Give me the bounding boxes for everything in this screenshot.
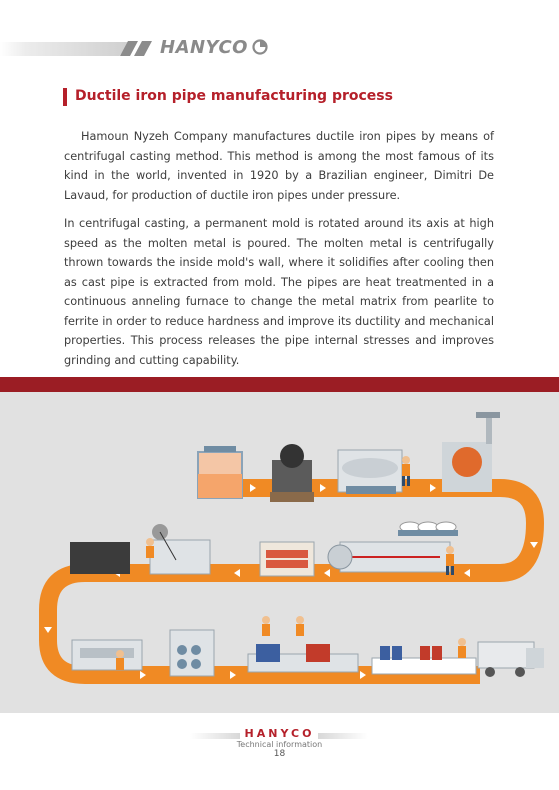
ladle-station [270,444,314,502]
coating-station [248,644,358,672]
furnace-station [442,412,500,492]
pipe-end-machine [170,630,214,676]
header-band [0,42,130,56]
header-brand: HANYCO [160,37,248,58]
cement-buckets [398,522,458,536]
page-header [0,30,559,64]
worker-figure-4 [116,650,124,670]
worker-figure-3 [146,538,154,558]
melting-container [198,446,242,498]
title-accent-bar [63,88,67,106]
footer-brand: HANYCO [244,727,315,740]
worker-figure-6 [458,638,466,658]
process-illustration [0,377,559,713]
pipe-rack [260,542,314,576]
annealing-furnace [328,542,450,572]
process-flow-diagram [0,392,559,713]
illustration-stripe [0,377,559,392]
paragraph-1: Hamoun Nyzeh Company manufactures ductile iron pipes by means of centrifugal casting method. This method is among the most famous of its kind in the world, invented in 1920 by a Brazilian engineer, Dimitri De Lavaud, for production of ductile iron pipes under pressure. [64,130,494,202]
paragraph-2: In centrifugal casting, a permanent mold is rotated around its axis at high speed as the molten metal is poured. The molten metal is centrifugally thrown towards the inside mold's wall, where it solidifies after cooling then as cast pipe is extracted from mold. The pipes are heat treatmented in a continuous anneling furnace to change the metal matrix from pearlite to ferrite in order to reduce hardness and improve its ductility and mechanical properties. This process releases the pipe internal stresses and improves grinding and cutting capability. [64,217,494,367]
converter-machine [338,450,402,494]
delivery-truck [478,642,544,677]
grinding-machine [72,640,142,670]
worker-figure-5 [262,616,304,636]
page-number: 18 [273,749,286,759]
section-title: Ductile iron pipe manufacturing process [75,88,393,104]
brand-logo-icon [252,39,268,55]
footer-subtitle: Technical information [236,740,323,749]
